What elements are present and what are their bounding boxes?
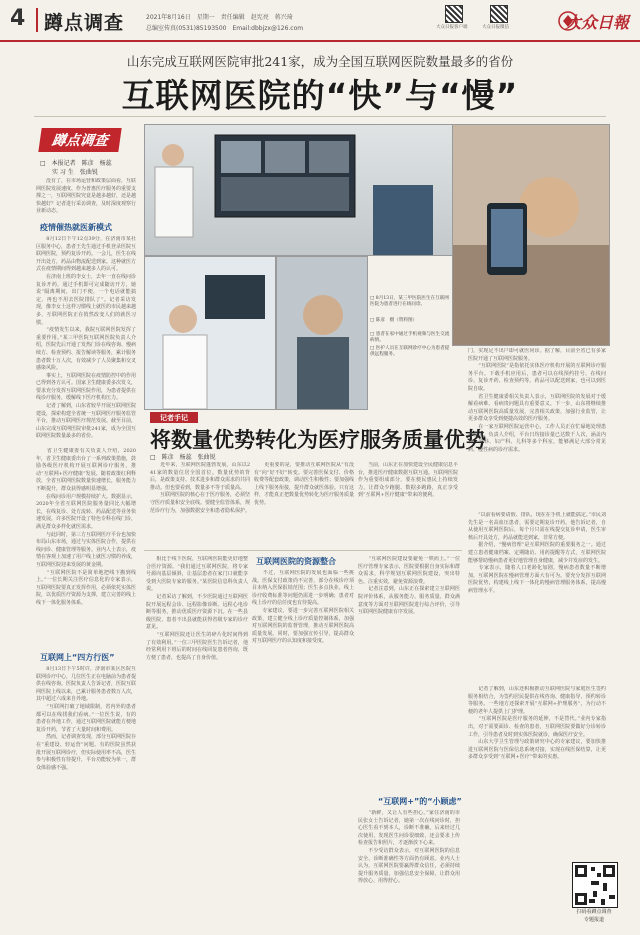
- commentary-byline: □ 陈彦 杨蕊 张曲锐: [150, 454, 216, 461]
- qr-caption: 扫码看蹲点调查: [576, 909, 612, 915]
- section-3-text-a: 相比于线下医院，互联网医院能更好地整合医疗资源。“我们通过互联网医院，将专家号源向基层倾斜，让基层患者在家门口就能享受到大医院专家的服务。”某医院信息科负责人说。 记者采访了解到，不少医院通过互联网医院开展远程会诊、远程影像诊断、远程心电诊断等服务，推动优质医疗资源下沉。在一些县级医院，患者不出县就能获得省级专家的诊疗意见。 “互联网医院还让医生的碎片化时间得到了有效利用。”一位三甲医院医生告诉记者，他经常利用下班后的时间在线回复患者咨询，既方便了患者，也提高了自身价值。: [146, 556, 248, 661]
- photo-patient: [276, 256, 368, 410]
- qr-pattern-icon: [573, 863, 617, 907]
- contact-info: 总编室传真(0531)85193500 Email:dbbjzx@126.com: [146, 25, 304, 32]
- section-2-heading: 互联网上“四方行医”: [40, 653, 115, 662]
- headline-rule: [34, 116, 606, 117]
- section-2-text: 8月13日下午5时许，济南市某区医院互联网诊疗中心，几位医生正在电脑前为患者提供在线咨询。医院负责人告诉记者，医院互联网医院上线以来，已累计服务患者数万人次，其中超过六成来自外地。 “互联网打破了地域限制，省内外的患者都可以在线找我们看病。”一位医生说，有的患者在外地工作，通过互联网医院就能方便地复诊开药，节省了大量时间和费用。 然而，记者调查发现，部分互联网医院存在“重建设、轻运营”问题。有的医院虽然获批开展互联网诊疗，但实际使用率不高，医生参与积极性有待提升，平台功能较为单一，群众体验感不强。: [36, 666, 136, 771]
- issue-info: 2021年8月16日 星期一 责任编辑 赵宪亮 蒋兴琦: [146, 14, 293, 21]
- caption-3: □ 患者在家中通过手机视频与医生交流病情。: [370, 332, 450, 344]
- commentary-text-a: 近年来，互联网医院蓬勃发展，山东以241家的数量位居全国首位。数量优势的背后，是政策支持、技术进步和群众需求的共同推动。但也要看到，数量多不等于质量高。 互联网医院的核心在于医疗服务，必须坚守医疗质量和安全底线。要健全监管体系，规范诊疗行为，加强数据安全和患者隐私保护。: [150, 462, 250, 514]
- masthead-divider: [36, 8, 38, 32]
- byline-intern: 实 习 生 张曲锐: [40, 169, 98, 176]
- app-qr-icon[interactable]: [445, 5, 463, 23]
- caption-2: □ 陈彦 摄（资料图）: [370, 318, 418, 323]
- commentary-text-c: 当前，山东正在加快建设全民健康信息平台，推进医疗健康数据互联互通。互联网医院作为重要组成部分，要在便民惠民上持续发力，让群众少跑腿、数据多跑路，真正享受到“互联网+医疗健康”带来的便利。: [358, 462, 458, 499]
- masthead: [0, 0, 640, 42]
- video-call-illustration: [453, 125, 609, 345]
- caption-1: □ 8月13日，某三甲医院医生在互联网医院为患者进行在线问诊。: [370, 296, 449, 308]
- photo-elderly-video-call: [452, 124, 610, 346]
- photo-doctor-consult: [144, 124, 454, 256]
- byline-reporters: □ 本报记者 陈彦 杨蕊: [40, 160, 112, 167]
- article-intro: 没有了，在市场运营和政策层面看，互联网医院发展速度、作为普惠医疗服务的重要支撑之一，互联网医院究竟是越多越好，还是越快越好？记者进行采访调查，及时深度观察行业新动态。: [36, 178, 136, 215]
- medical-staff-illustration: [145, 257, 275, 409]
- commentary-title: 将数量优势转化为医疗服务质量优势: [150, 428, 486, 452]
- caption-4: □ 医护人员在互联网诊疗中心为患者提供远程服务。: [370, 346, 450, 358]
- commentary-tag: 记者手记: [150, 412, 198, 423]
- section-1-heading: 疫情催热就医新模式: [40, 223, 112, 232]
- commentary-text-b: 更重要的是，要推动互联网医院从“有没有”向“好不好”转变。要完善医保支付、价格收费等配套政策，调动医生积极性；要加强线上线下服务衔接，提升群众就医体验。只有这样，才能真正把数量优势转化为医疗服务质量优势。: [254, 462, 354, 506]
- column-logo: 蹲点调查: [38, 128, 121, 152]
- commentary-rule: [144, 550, 462, 551]
- section-4-text: “新鲜，又让人有些担心。”家住济南的市民张女士告诉记者，她第一次在线问诊时，担心医生看不到本人，诊断不准确。后来经过几次使用，发现医生问诊很细致，还会要求上传检查报告和照片，才逐渐放下心来。 不少受访群众表示，对互联网医院的信息安全、诊断准确性等方面仍有顾虑。业内人士认为，互联网医院要赢得群众信任，必须持续提升服务质量，加强信息安全保障，让群众用得放心、用得舒心。: [358, 810, 460, 885]
- kicker: 山东完成互联网医院审批241家，成为全国互联网医院数量最多的省份: [126, 54, 514, 69]
- section-3-heading: 互联网医院的资源整合: [256, 557, 336, 566]
- article-qr-code-icon[interactable]: [572, 862, 618, 908]
- section-3-text-b: 不过，互联网医院的发展也面临一些挑战。医保支付政策尚不完善，部分在线诊疗项目未纳入医保报销范围；医生多点执业、线上诊疗收费标准等问题仍需进一步明确；患者对线上诊疗的信任度也有待提高。 专家建议，要进一步完善互联网医院相关政策，建立健全线上诊疗质量控制体系，加强对互联网医院的监督管理，推动互联网医院高质量发展。同时，要加强宣传引导，提高群众对互联网医疗的认知度和接受度。: [252, 570, 354, 645]
- wechat-qr-icon[interactable]: [490, 5, 508, 23]
- right-column-top: 门，实现足不出户即可就医问诊。据了解，目前全省已有多家医院开通了互联网医院服务。 “互联网医院”是指依托实体医疗机构开展的互联网诊疗服务平台。下载手机应用后，患者可以在线预约挂号、在线问诊、复诊开药、检查预约等。药品可以配送到家，也可以到医院自取。 省卫生健康委相关负责人表示，互联网医院的发展对于缓解看病难、看病贵问题具有重要意义。下一步，山东将继续推动互联网医院高质量发展，完善相关政策，加强行业监管，让更多群众享受到便捷高效的医疗服务。 在一家互联网医院运营中心，工作人员正在忙碌地处理患者咨询。负责人介绍，平台日均接诊量已达数千人次，涵盖内科、外科、妇产科、儿科等多个科室，能够满足大部分常见病、慢性病的诊疗需求。: [468, 348, 606, 453]
- patient-illustration: [277, 257, 367, 409]
- photo-medical-staff: [144, 256, 276, 410]
- section-title: 蹲点调查: [44, 12, 125, 34]
- app-qr-caption: 大众日报客户端: [436, 25, 468, 30]
- section-4-heading: “互联网+”的“小顾虑”: [378, 797, 462, 806]
- section-1-text-b: 省卫生健康委有关负责人介绍，2020年，省卫生健康委出台了一系列政策措施，鼓励各级医疗机构开展互联网诊疗服务，推动“互联网+医疗健康”发展。随着政策红利释放，全省互联网医院数量快速增长，服务能力不断提升，群众获得感明显增强。 在线问诊用户规模持续扩大。数据显示，2020年全省互联网医院服务量同比大幅增长，在线复诊、处方流转、药品配送等业务快速发展。许多医院开设了特色专科在线门诊，满足群众多样化就医需求。 与此同时，第三方互联网医疗平台也加快布局山东市场，通过与实体医院合作，提供在线问诊、健康管理等服务。业内人士表示，疫情在客观上加速了用户线上就医习惯的养成，互联网医院迎来发展的黄金期。 “互联网医院不是简单地把线下搬到线上。”一位长期关注医疗信息化的专家表示，互联网医院要真正发挥作用，必须依托实体医院，以优质医疗资源为支撑，建立完善的线上线下一体化服务体系。: [36, 448, 136, 606]
- doctor-scene-illustration: [145, 125, 453, 255]
- logo-text: 大众日報: [564, 12, 629, 32]
- wechat-qr-caption: 大众日报微信: [482, 25, 509, 30]
- section-3-text-c: “互联网医院建设要避免一哄而上。”一位医疗管理专家表示，医院要根据自身实际和群众需求，科学规划互联网医院建设，突出特色、注重实效，避免资源浪费。 记者注意到，山东正在探索建立互联网医院评价体系，从服务能力、服务质量、群众满意度等方面对互联网医院进行综合评价，引导互联网医院健康有序发展。: [358, 556, 460, 616]
- headline: 互联网医院的“快”与“慢”: [121, 76, 519, 115]
- right-column-bottom: 记者了解到，山东还积极推动互联网医院与家庭医生签约服务相结合，为签约居民提供在线咨询、健康指导、预约转诊等服务。一些地方还探索开展“互联网+护理服务”，为行动不便的老年人提供上门护理。 “互联网医院是医疗服务的延伸，不是替代。”业内专家指出，对于需要面诊、检查的患者，互联网医院要做好分诊转诊工作，引导患者及时到实体医院就诊，确保医疗安全。 山东大学卫生管理与政策研究中心的专家建议，要加快推进互联网医院与医保信息系统对接，实现在线医保结算，让更多群众享受到“互联网+医疗”带来的实惠。: [468, 686, 606, 761]
- right-column-mid: “以前看病要请假、排队，现在在手机上就能搞定。”市民刘先生是一名高血压患者，需要定期复诊开药。他告诉记者，自从使用互联网医院后，每个月只需在线提交复诊申请，医生审核后开具处方，药品就能送到家，非常方便。 据介绍，“慢病管理”是互联网医院的重要服务之一。通过建立患者健康档案、定期随访、用药提醒等方式，互联网医院能够帮助慢病患者更好地管理自身健康，减少并发症的发生。 专家表示，随着人口老龄化加剧，慢病患者数量不断增加，互联网医院在慢病管理方面大有可为。要充分发挥互联网医院优势，构建线上线下一体化的慢病管理服务体系，提高慢病管理水平。: [468, 512, 606, 594]
- page-number: 4: [10, 6, 26, 31]
- section-1-text-a: 8月12日下午12点39分，在济南市某社区服务中心，患者王先生通过手机登录医院互联网医院，预约复诊开药。一会儿，医生在线开出处方，药品由物流配送到家。这种就医方式在疫情期间得到越来越多人的认可。 在济南上班的李女士，去年一直在线问诊复诊开药，通过手机即可完成随访开方，她说“隔离期间，出门不便，一个电话就能搞定，再也不用去医院排队了”。记者采访发现，像李女士这样习惯线上就医的市民越来越多，互联网医院正在悄然改变人们的就医习惯。 “疫情发生以来，我院互联网医院发挥了重要作用。”某三甲医院互联网医院负责人介绍，医院先后开通了发热门诊在线咨询、慢病续方、检查预约、报告解读等服务，累计服务患者数十万人次，有效减少了人员聚集和交叉感染风险。 事实上，互联网医院在疫情防控中的作用已得到各方认可。国家卫生健康委多次发文，要求充分发挥互联网医院作用，为患者提供在线诊疗服务，缓解线下医疗机构压力。 记者了解到，山东省较早开展互联网医院建设，探索构建全省统一互联网医疗服务监管平台，推动互联网医疗规范发展。截至目前，山东完成互联网医院审批241家，成为全国互联网医院数量最多的省份。: [36, 236, 136, 440]
- newspaper-logo: [558, 6, 636, 36]
- qr-caption-2: 专题报道: [583, 917, 604, 923]
